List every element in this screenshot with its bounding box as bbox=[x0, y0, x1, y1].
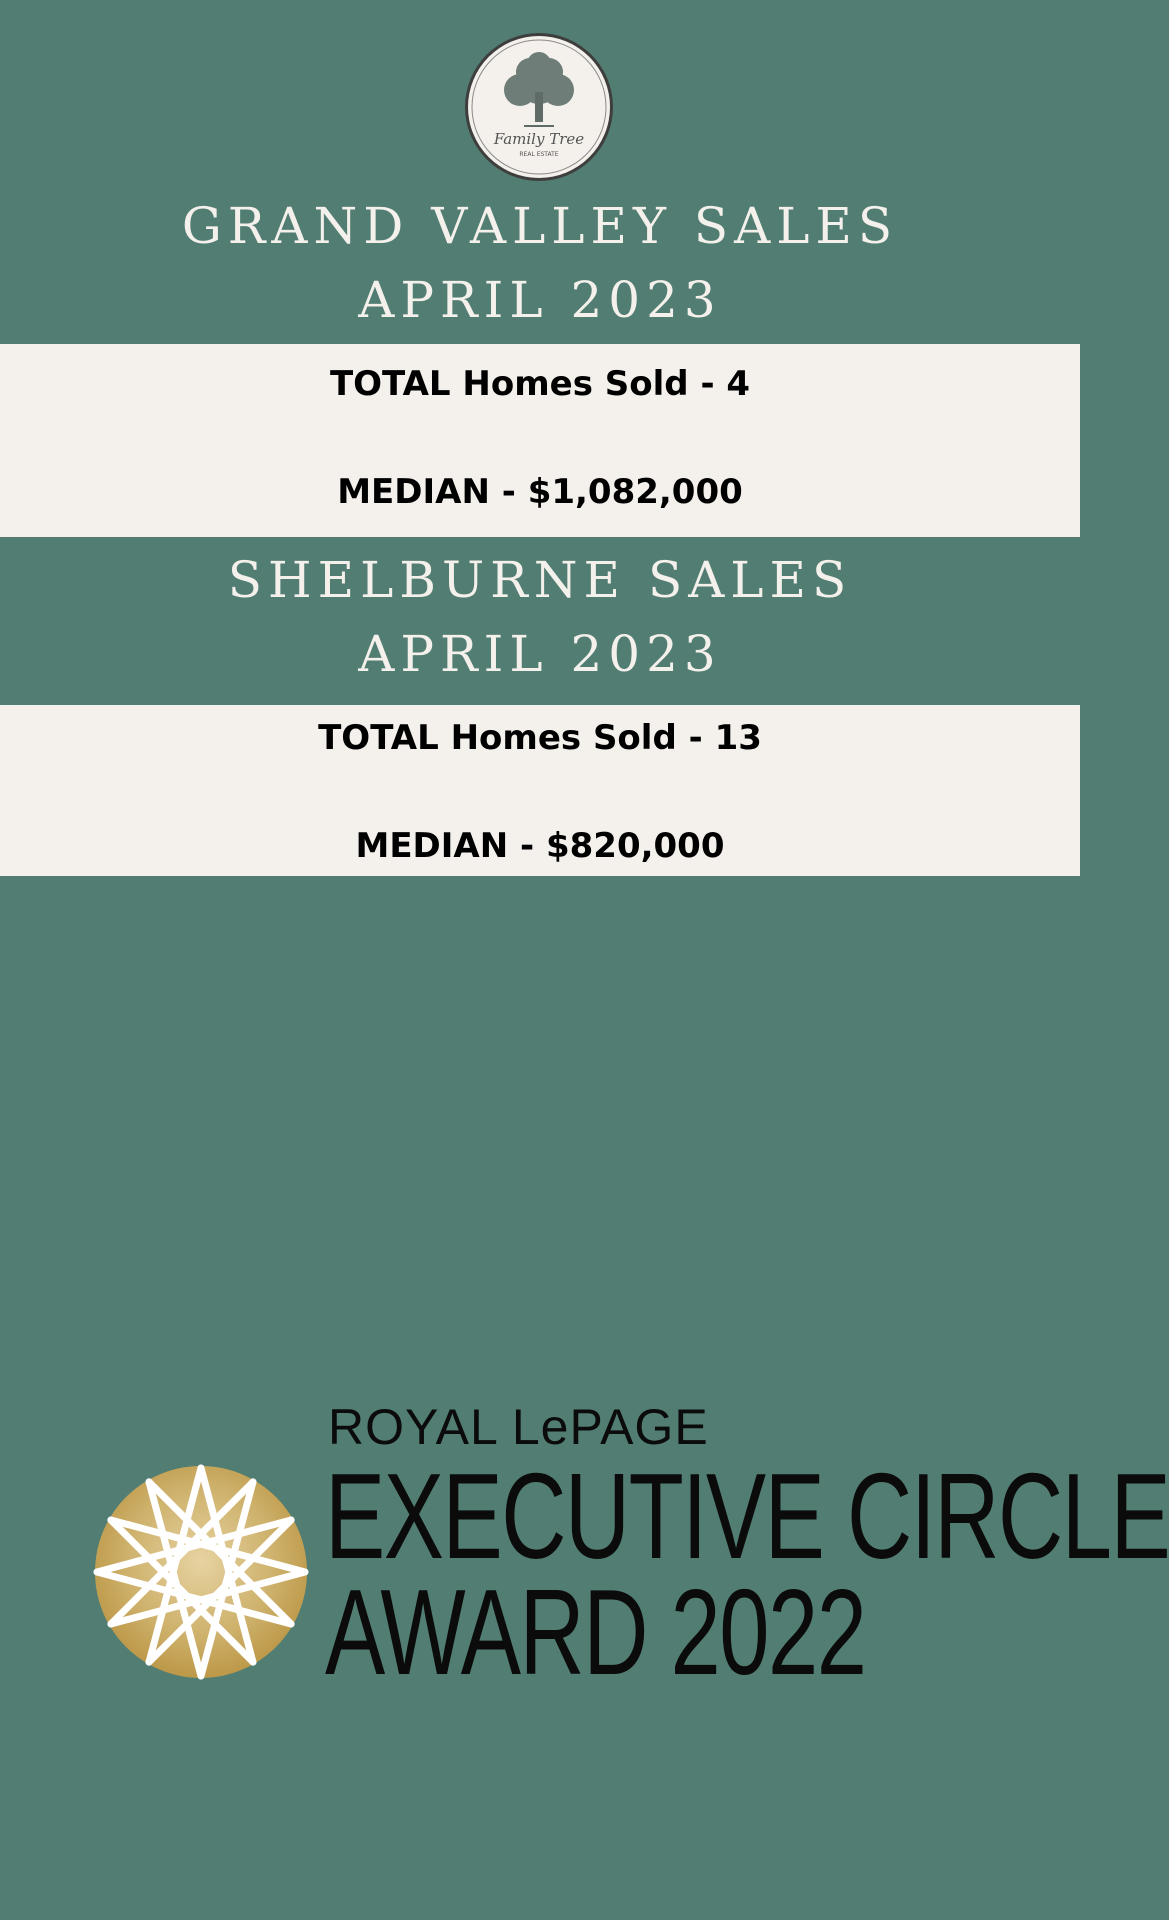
award-line-1: EXECUTIVE CIRCLE bbox=[325, 1448, 1169, 1584]
family-tree-logo bbox=[464, 32, 614, 182]
grand-valley-total-sold: TOTAL Homes Sold - 4 bbox=[329, 364, 751, 404]
shelburne-period: APRIL 2023 bbox=[358, 625, 722, 683]
shelburne-median: MEDIAN - $820,000 bbox=[355, 826, 725, 866]
logo-name: Family Tree bbox=[493, 130, 585, 148]
shelburne-title: SHELBURNE SALES bbox=[227, 551, 853, 609]
shelburne-stats-band bbox=[0, 705, 1080, 876]
award-line-2: AWARD 2022 bbox=[325, 1564, 866, 1700]
executive-circle-award-badge bbox=[95, 1399, 1169, 1700]
logo-subtitle: REAL ESTATE bbox=[519, 151, 559, 158]
grand-valley-header-band bbox=[0, 0, 1080, 344]
shelburne-header-band bbox=[0, 537, 1080, 705]
grand-valley-median: MEDIAN - $1,082,000 bbox=[337, 472, 743, 512]
award-brand: ROYAL LePAGE bbox=[328, 1399, 709, 1455]
grand-valley-title: GRAND VALLEY SALES bbox=[181, 197, 899, 255]
shelburne-total-sold: TOTAL Homes Sold - 13 bbox=[318, 718, 762, 758]
grand-valley-period: APRIL 2023 bbox=[358, 271, 722, 329]
grand-valley-stats-band bbox=[0, 344, 1080, 537]
gold-star-medallion-icon bbox=[95, 1466, 307, 1678]
